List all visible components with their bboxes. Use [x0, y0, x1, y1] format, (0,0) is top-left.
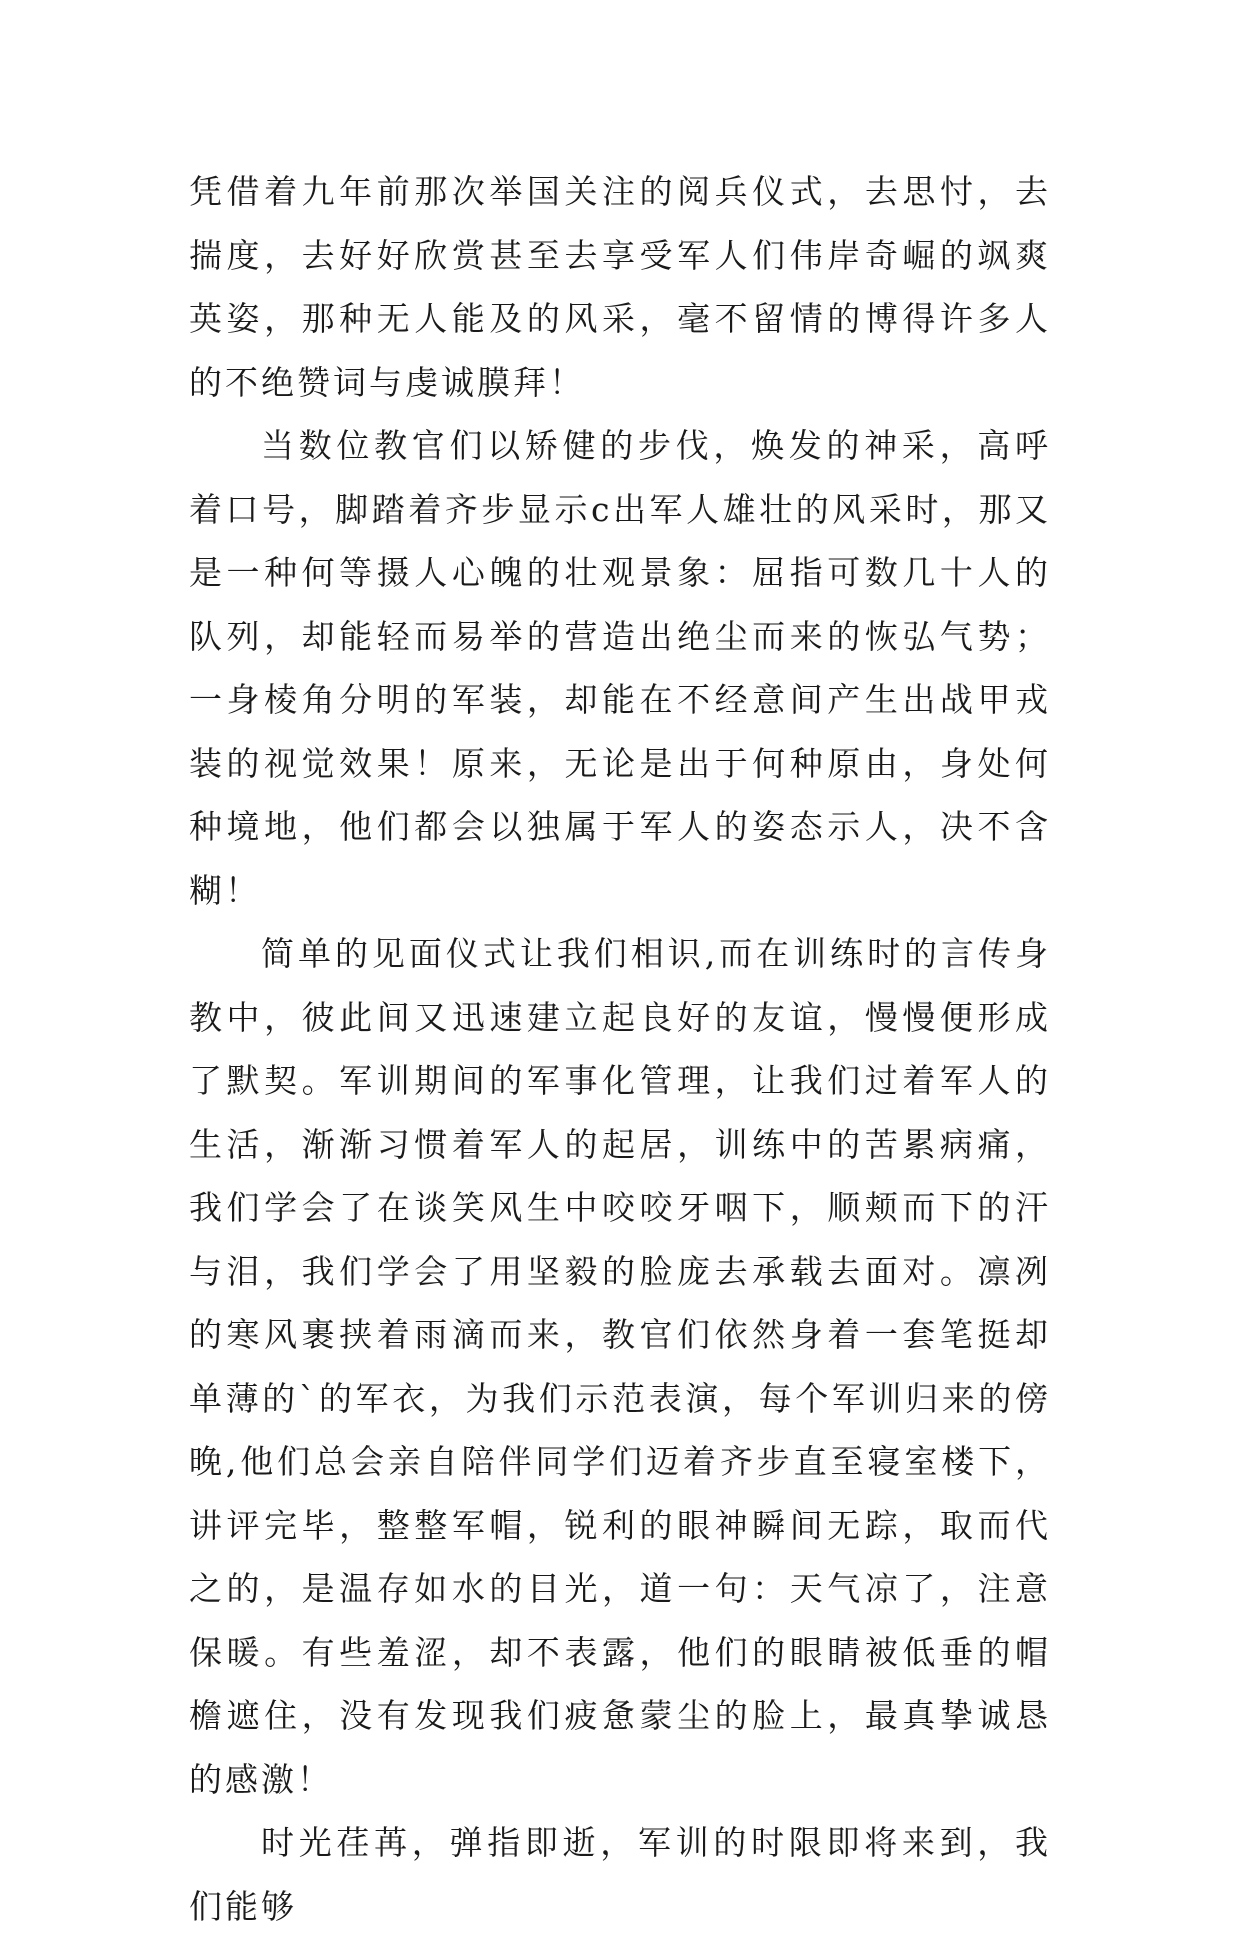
paragraph-4: 时光荏苒，弹指即逝，军训的时限即将来到，我们能够	[189, 1823, 1051, 1926]
paragraph-3: 简单的见面仪式让我们相识,而在训练时的言传身教中，彼此间又迅速建立起良好的友谊，慢慢便形成了默契。军训期间的军事化管理，让我们过着军人的生活，渐渐习惯着军人的起居，训练中的苦累病痛，我们学会了在谈笑风生中咬咬牙咽下，顺颊而下的汗与泪，我们学会了用坚毅的脸庞去承载去面对。凛冽的寒风裹挟着雨滴而来，教官们依然身着一套笔挺却单薄的`的军衣，为我们示范表演，每个军训归来的傍晚,他们总会亲自陪伴同学们迈着齐步直至寝室楼下，讲评完毕，整整军帽，锐利的眼神瞬间无踪，取而代之的，是温存如水的目光，道一句：天气凉了，注意保暖。有些羞涩，却不表露，他们的眼睛被低垂的帽檐遮住，没有发现我们疲惫蒙尘的脸上，最真挚诚恳的感激！	[189, 934, 1051, 1799]
document-body	[189, 160, 1051, 1938]
paragraph-2: 当数位教官们以矫健的步伐，焕发的神采，高呼着口号，脚踏着齐步显示c出军人雄壮的风采时，那又是一种何等摄人心魄的壮观景象：屈指可数几十人的队列，却能轻而易举的营造出绝尘而来的恢弘气势；一身棱角分明的军装，却能在不经意间产生出战甲戎装的视觉效果！原来，无论是出于何种原由，身处何种境地，他们都会以独属于军人的姿态示人，决不含糊！	[189, 426, 1051, 910]
paragraph-1: 凭借着九年前那次举国关注的阅兵仪式，去思忖，去揣度，去好好欣赏甚至去享受军人们伟岸奇崛的飒爽英姿，那种无人能及的风采，毫不留情的博得许多人的不绝赞词与虔诚膜拜！	[189, 172, 1051, 402]
